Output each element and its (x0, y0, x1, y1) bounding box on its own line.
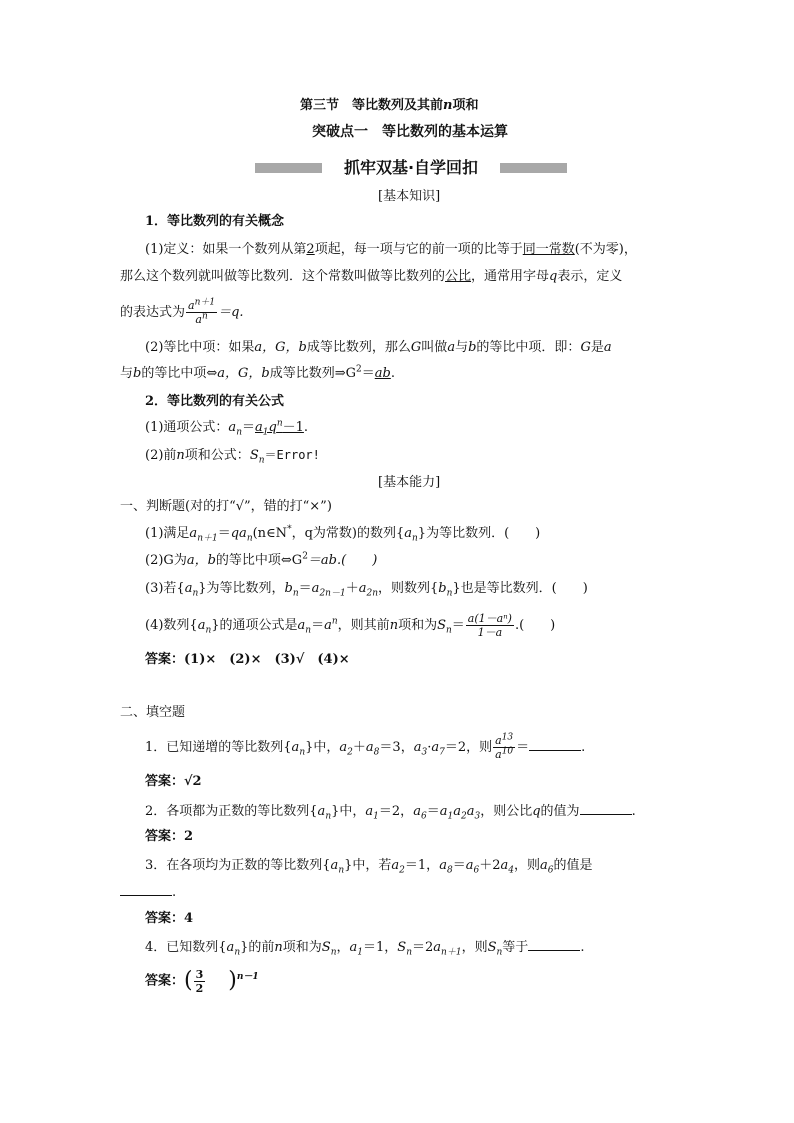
general-term-formula: (1)通项公式：$a_n=a_1q^n-1$. (145, 418, 309, 438)
geometric-mean-line-1: (2)等比中项：如果a，G，b成等比数列，那么G叫做a与b的等比中项．即：G是a (145, 340, 612, 355)
fill-answer-4: 答案：( $\frac{3}{2}$ )$^{n-1}$ (145, 967, 259, 995)
fill-question-1: 1．已知递增的等比数列$\{a_n\}$中，$a_2+a_8=3$，$a_3\cdot a_7=2$，则 $\frac{a^{13}}{a^{10}}$ ＝ . (145, 732, 586, 761)
fill-answer-1: 答案：√2 (145, 774, 202, 789)
banner-text: 抓牢双基·自学回扣 (322, 157, 500, 179)
fill-answer-2: 答案：2 (145, 829, 194, 844)
fill-question-3-blank: . (120, 883, 176, 902)
concept-title: 1．等比数列的有关概念 (145, 214, 285, 229)
fill-question-4: 4．已知数列$\{a_n\}$的前n项和为$S_n$，$a_1=1$，$S_n=2a_{n+1}$，则$S_n$等于 . (145, 940, 585, 958)
definition-line-1: (1)定义：如果一个数列从第2项起，每一项与它的前一项的比等于同一常数(不为零)， (145, 242, 637, 257)
section-title: 第三节 等比数列及其前n项和 (300, 98, 479, 113)
fill-question-2: 2．各项都为正数的等比数列$\{a_n\}$中，$a_1=2$，$a_6=a_1a_2a_3$，则公比q的值为 . (145, 804, 636, 822)
fill-answer-3: 答案：4 (145, 911, 194, 926)
judge-title: 一、判断题(对的打“√”，错的打“×”) (120, 499, 332, 514)
judge-item-3: (3)若$\{a_n\}$为等比数列，$b_n=a_{2n-1}+a_{2n}$，则数列$\{b_n\}$也是等比数列．( ) (145, 581, 588, 599)
judge-answer: 答案：(1)× (2)× (3)√ (4)× (145, 652, 350, 667)
judge-item-2: (2)G为a，b的等比中项$\Leftrightarrow G^2=ab$.( ) (145, 551, 378, 568)
judge-item-4: (4)数列$\{a_n\}$的通项公式是$a_n=a^n$，则其前n项和为$S_n=$ $\frac{\text{a(1－aⁿ)}}{1-a}$ .( ) (145, 612, 556, 639)
banner (255, 157, 567, 179)
definition-line-2: 那么这个数列就叫做等比数列．这个常数叫做等比数列的公比，通常用字母q表示，定义 (120, 269, 623, 284)
sum-formula: (2)前n项和公式：$S_n=Error$! (145, 448, 320, 466)
definition-line-3: 的表达式为 $\frac{a^{n+1}}{a^n}$ ＝q. (120, 297, 244, 326)
fill-title: 二、填空题 (120, 705, 186, 720)
basic-knowledge-heading: [基本知识] (378, 189, 441, 204)
basic-ability-heading: [基本能力] (378, 475, 441, 490)
geometric-mean-line-2: 与b的等比中项⇔a，G，b成等比数列$\Rightarrow G^2=ab$. (120, 364, 395, 381)
formula-title: 2．等比数列的有关公式 (145, 394, 285, 409)
judge-item-1: (1)满足$a_{n+1}=qa_n(n\in N^*$，q为常数)的数列$\{a_n\}$为等比数列．( ) (145, 524, 541, 544)
page-subtitle: 突破点一 等比数列的基本运算 (312, 124, 508, 140)
fill-question-3: 3．在各项均为正数的等比数列$\{a_n\}$中，若$a_2=1$，$a_8=a_6+2a_4$，则$a_6$的值是 (145, 858, 593, 876)
